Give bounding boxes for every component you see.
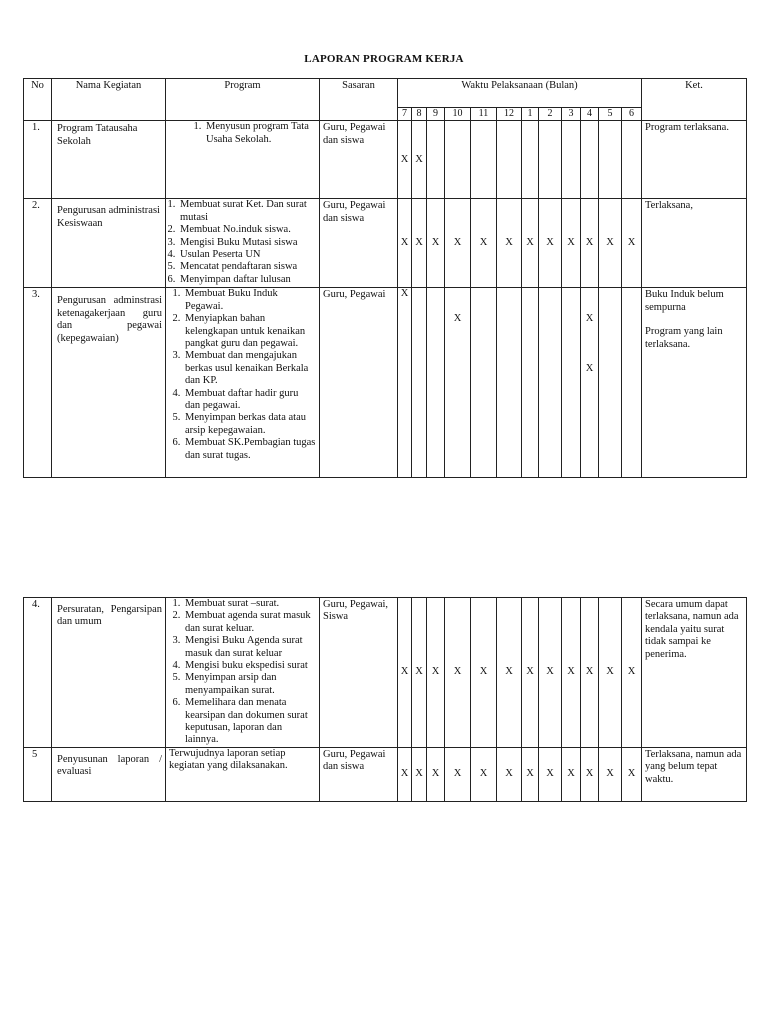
month-mark (562, 288, 581, 478)
target-audience: Guru, Pegawai dan siswa (320, 199, 398, 288)
month-mark: X (522, 598, 539, 748)
month-mark (539, 121, 562, 199)
header-program: Program (166, 79, 320, 121)
target-audience: Guru, Pegawai, Siswa (320, 598, 398, 748)
month-mark: X (539, 598, 562, 748)
month-mark: X (539, 747, 562, 801)
program-item: 1. Membuat surat –surat. (183, 598, 316, 610)
month-mark (427, 288, 445, 478)
month-mark (622, 288, 642, 478)
month-mark: X (398, 598, 412, 748)
month-mark (412, 288, 427, 478)
program-table-part-1 (23, 78, 747, 478)
month-header: 1 (522, 108, 539, 121)
program-list (166, 288, 320, 478)
program-item: 2. Membuat agenda surat masuk dan surat keluar. (183, 610, 316, 635)
program-list (166, 598, 320, 748)
month-mark (471, 288, 497, 478)
row-number: 1. (24, 121, 52, 199)
table-row (24, 598, 747, 748)
activity-name: Penyusunan laporan / evaluasi (52, 747, 166, 801)
month-mark: X (585, 313, 594, 325)
month-mark: X (412, 598, 427, 748)
month-mark: X (453, 313, 462, 325)
program-item: 2. Membuat No.induk siswa. (178, 224, 316, 236)
row-number: 2. (24, 199, 52, 288)
program-text: Terwujudnya laporan setiap kegiatan yang dilaksanakan. (166, 747, 320, 801)
month-mark: X (599, 598, 622, 748)
page-title: LAPORAN PROGRAM KERJA (304, 53, 464, 65)
month-mark: X (427, 199, 445, 288)
remarks-line: Buku Induk belum sempurna (645, 289, 724, 313)
month-mark: X (497, 598, 522, 748)
month-mark: X (412, 199, 427, 288)
program-item: 6. Menyimpan daftar lulusan (178, 274, 316, 286)
month-mark (522, 288, 539, 478)
month-header: 7 (398, 108, 412, 121)
month-mark (522, 121, 539, 199)
month-mark: X (622, 747, 642, 801)
month-mark: X (562, 199, 581, 288)
month-header: 4 (581, 108, 599, 121)
month-mark (497, 121, 522, 199)
month-mark: X (585, 362, 594, 374)
table-row (24, 121, 747, 199)
month-mark: X (539, 199, 562, 288)
month-mark (622, 121, 642, 199)
month-mark (539, 288, 562, 478)
target-audience: Guru, Pegawai dan siswa (320, 747, 398, 801)
table-row (24, 747, 747, 801)
program-item: 6. Memelihara dan menata kearsipan dan dokumen surat keputusan, laporan dan lainnya. (183, 697, 316, 747)
program-item: 5. Menyimpan berkas data atau arsip kepegawaian. (183, 412, 316, 437)
month-header: 12 (497, 108, 522, 121)
month-mark: X (581, 598, 599, 748)
month-mark (599, 121, 622, 199)
program-item: 5. Mencatat pendaftaran siswa (178, 261, 316, 273)
remarks: Terlaksana, namun ada yang belum tepat waktu. (642, 747, 747, 801)
month-header: 10 (445, 108, 471, 121)
month-mark (497, 288, 522, 478)
header-no: No (24, 79, 52, 121)
program-item: 5. Menyimpan arsip dan menyampaikan surat. (183, 672, 316, 697)
activity-name: Pengurusan adminstrasi ketenagakerjaan guru dan pegawai (kepegawaian) (52, 288, 166, 478)
month-header: 6 (622, 108, 642, 121)
month-header: 9 (427, 108, 445, 121)
month-mark: X (497, 199, 522, 288)
month-header: 3 (562, 108, 581, 121)
program-table-part-2 (23, 597, 747, 802)
activity-name: Persuratan, Pengarsipan dan umum (52, 598, 166, 748)
month-mark: X (581, 199, 599, 288)
remarks: Terlaksana, (642, 199, 747, 288)
month-mark: X (497, 747, 522, 801)
month-mark (581, 121, 599, 199)
remarks: Program terlaksana. (642, 121, 747, 199)
row-number: 5 (24, 747, 52, 801)
activity-name: Program Tatausaha Sekolah (52, 121, 166, 199)
month-mark: X (471, 199, 497, 288)
month-mark: X (599, 747, 622, 801)
month-mark: X (445, 598, 471, 748)
month-header: 8 (412, 108, 427, 121)
program-item: 3. Mengisi Buku Agenda surat masuk dan surat keluar (183, 635, 316, 660)
month-mark: X (562, 598, 581, 748)
month-mark: X (412, 121, 427, 199)
month-mark (427, 121, 445, 199)
month-header: 5 (599, 108, 622, 121)
month-mark: X (398, 199, 412, 288)
row-number: 4. (24, 598, 52, 748)
program-item: 1. Membuat surat Ket. Dan surat mutasi (178, 199, 316, 224)
program-item: 1. Menyusun program Tata Usaha Sekolah. (204, 121, 316, 146)
month-mark: X (427, 598, 445, 748)
target-audience: Guru, Pegawai dan siswa (320, 121, 398, 199)
month-mark: X (522, 747, 539, 801)
program-list (166, 121, 320, 199)
month-mark: X (445, 747, 471, 801)
month-mark: X (412, 747, 427, 801)
month-mark: X (581, 747, 599, 801)
header-ket: Ket. (642, 79, 747, 121)
month-mark: X (398, 121, 412, 199)
month-mark: X (471, 598, 497, 748)
remarks: Secara umum dapat terlaksana, namun ada kendala yaitu surat tidak sampai ke penerima. (642, 598, 747, 748)
remarks (642, 288, 747, 478)
month-mark (445, 121, 471, 199)
header-waktu-pelaksanaan: Waktu Pelaksanaan (Bulan) (398, 79, 642, 108)
program-item: 4. Membuat daftar hadir guru dan pegawai. (183, 388, 316, 413)
program-item: 2. Menyiapkan bahan kelengkapan untuk kenaikan pangkat guru dan pegawai. (183, 313, 316, 350)
program-item: 4. Mengisi buku ekspedisi surat (183, 660, 316, 672)
row-number: 3. (24, 288, 52, 478)
program-item: 1. Membuat Buku Induk Pegawai. (183, 288, 316, 313)
month-mark: X (622, 199, 642, 288)
table-row (24, 288, 747, 478)
month-mark: X (522, 199, 539, 288)
activity-name: Pengurusan administrasi Kesiswaan (52, 199, 166, 288)
month-mark: X (398, 747, 412, 801)
header-nama-kegiatan: Nama Kegiatan (52, 79, 166, 121)
program-item: 3. Membuat dan mengajukan berkas usul kenaikan Berkala dan KP. (183, 350, 316, 387)
month-mark: X (622, 598, 642, 748)
target-audience: Guru, Pegawai (320, 288, 398, 478)
header-sasaran: Sasaran (320, 79, 398, 121)
program-item: 3. Mengisi Buku Mutasi siswa (178, 237, 316, 249)
month-mark: X (562, 747, 581, 801)
month-mark: X (599, 199, 622, 288)
month-mark: X (445, 199, 471, 288)
month-header: 11 (471, 108, 497, 121)
month-header: 2 (539, 108, 562, 121)
program-item: 4. Usulan Peserta UN (178, 249, 316, 261)
month-mark: X (398, 288, 412, 478)
program-list (166, 199, 320, 288)
month-mark: X (471, 747, 497, 801)
table-row (24, 199, 747, 288)
month-mark (599, 288, 622, 478)
month-mark: X (427, 747, 445, 801)
month-mark (562, 121, 581, 199)
program-item: 6. Membuat SK.Pembagian tugas dan surat tugas. (183, 437, 316, 462)
month-mark-column (581, 288, 599, 478)
month-mark-column (445, 288, 471, 478)
month-mark (471, 121, 497, 199)
remarks-line: Program yang lain terlaksana. (645, 326, 723, 350)
